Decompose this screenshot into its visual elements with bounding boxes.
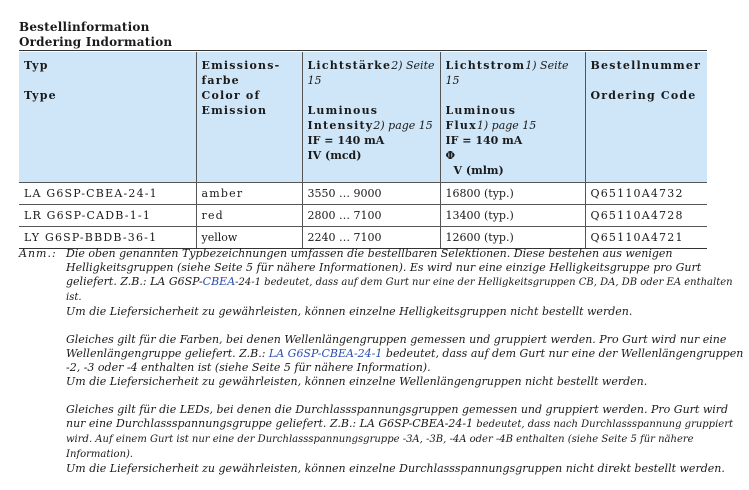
cell-color: amber — [196, 183, 302, 205]
col-type: Typ Type — [19, 52, 196, 183]
cell-code: Q65110A4721 — [585, 227, 707, 249]
cell-type: LY G6SP-BBDB-36-1 — [19, 227, 196, 249]
table-row — [19, 205, 707, 227]
cell-color: yellow — [196, 227, 302, 249]
col-luminous-intensity: Lichtstärke2) Seite 15 Luminous Intensity2) page 15 IF = 140 mA IV (mcd) — [302, 52, 440, 183]
cell-flux: 13400 (typ.) — [440, 205, 585, 227]
cell-type: LR G6SP-CADB-1-1 — [19, 205, 196, 227]
cell-flux: 12600 (typ.) — [440, 227, 585, 249]
table-header-row — [19, 52, 707, 183]
note-paragraph: Gleiches gilt für die Farben, bei denen Wellenlängengruppen gemessen und gruppiert werden. Pro Gurt wird nur eine Wellenlängengruppe geliefert. Z.B.: LA G6SP-CBEA-24-1 bedeutet, dass auf dem Gurt nur eine der Wellenlängengruppen -2, -3 oder -4 enthalten ist (siehe Seite 5 für nähere Information). Um die Liefersicherheit zu gewährleisten, können einzelne Wellenlängengruppen nicht bestellt werden. — [66, 333, 744, 388]
col-color: Emissions- farbe Color of Emission — [196, 52, 302, 183]
note-paragraph: Die oben genannten Typbezeichnungen umfassen die bestellbaren Selektionen. Diese bestehen aus wenigen Helligkeitsgruppen (siehe Seite 5 für nähere Informationen). Es wird nur eine einzige Helligkeitsgruppe pro Gurt geliefert. Z.B.: LA G6SP-CBEA-24-1 bedeutet, dass auf dem Gurt nur eine der Helligkeitsgruppen CB, DA, DB oder EA enthalten ist. Um die Liefersicherheit zu gewährleisten, können einzelne Helligkeitsgruppen nicht bestellt werden. — [66, 247, 733, 318]
cell-color: red — [196, 205, 302, 227]
ordering-table — [19, 52, 707, 249]
note-link: LA G6SP-CBEA-24-1 — [268, 347, 383, 360]
notes-label: Anm.: — [19, 247, 57, 260]
note-paragraph: Gleiches gilt für die LEDs, bei denen die Durchlassspannungsgruppen gemessen und gruppiert werden. Pro Gurt wird nur eine Durchlassspannungsgruppe geliefert. Z.B.: LA G6SP-CBEA-24-1 bedeutet, dass nach Durchlassspannung gruppiert wird. Auf einem Gurt ist nur eine der Durchlassspannungsgruppe -3A, -3B, -4A oder -4B enthalten (siehe Seite 5 für nähere Information). Um die Liefersicherheit zu gewährleisten, können einzelne Durchlassspannungsgruppen nicht direkt bestellt werden. — [66, 403, 734, 475]
col-luminous-flux: Lichtstrom1) Seite 15 Luminous Flux1) page 15 IF = 140 mA Φ V (mlm) — [440, 52, 585, 183]
title-german: Bestellinformation — [19, 20, 150, 34]
cell-flux: 16800 (typ.) — [440, 183, 585, 205]
note-link: CBEA — [202, 275, 236, 288]
section-header — [19, 20, 172, 50]
cell-code: Q65110A4732 — [585, 183, 707, 205]
col-ordering-code: Bestellnummer Ordering Code — [585, 52, 707, 183]
notes-body — [66, 247, 746, 490]
table-row — [19, 183, 707, 205]
cell-intensity: 3550 … 9000 — [302, 183, 440, 205]
header-rule — [19, 50, 707, 51]
title-english: Ordering Indormation — [19, 35, 173, 49]
cell-type: LA G6SP-CBEA-24-1 — [19, 183, 196, 205]
cell-code: Q65110A4728 — [585, 205, 707, 227]
cell-intensity: 2240 … 7100 — [302, 227, 440, 249]
cell-intensity: 2800 … 7100 — [302, 205, 440, 227]
table-row — [19, 227, 707, 249]
